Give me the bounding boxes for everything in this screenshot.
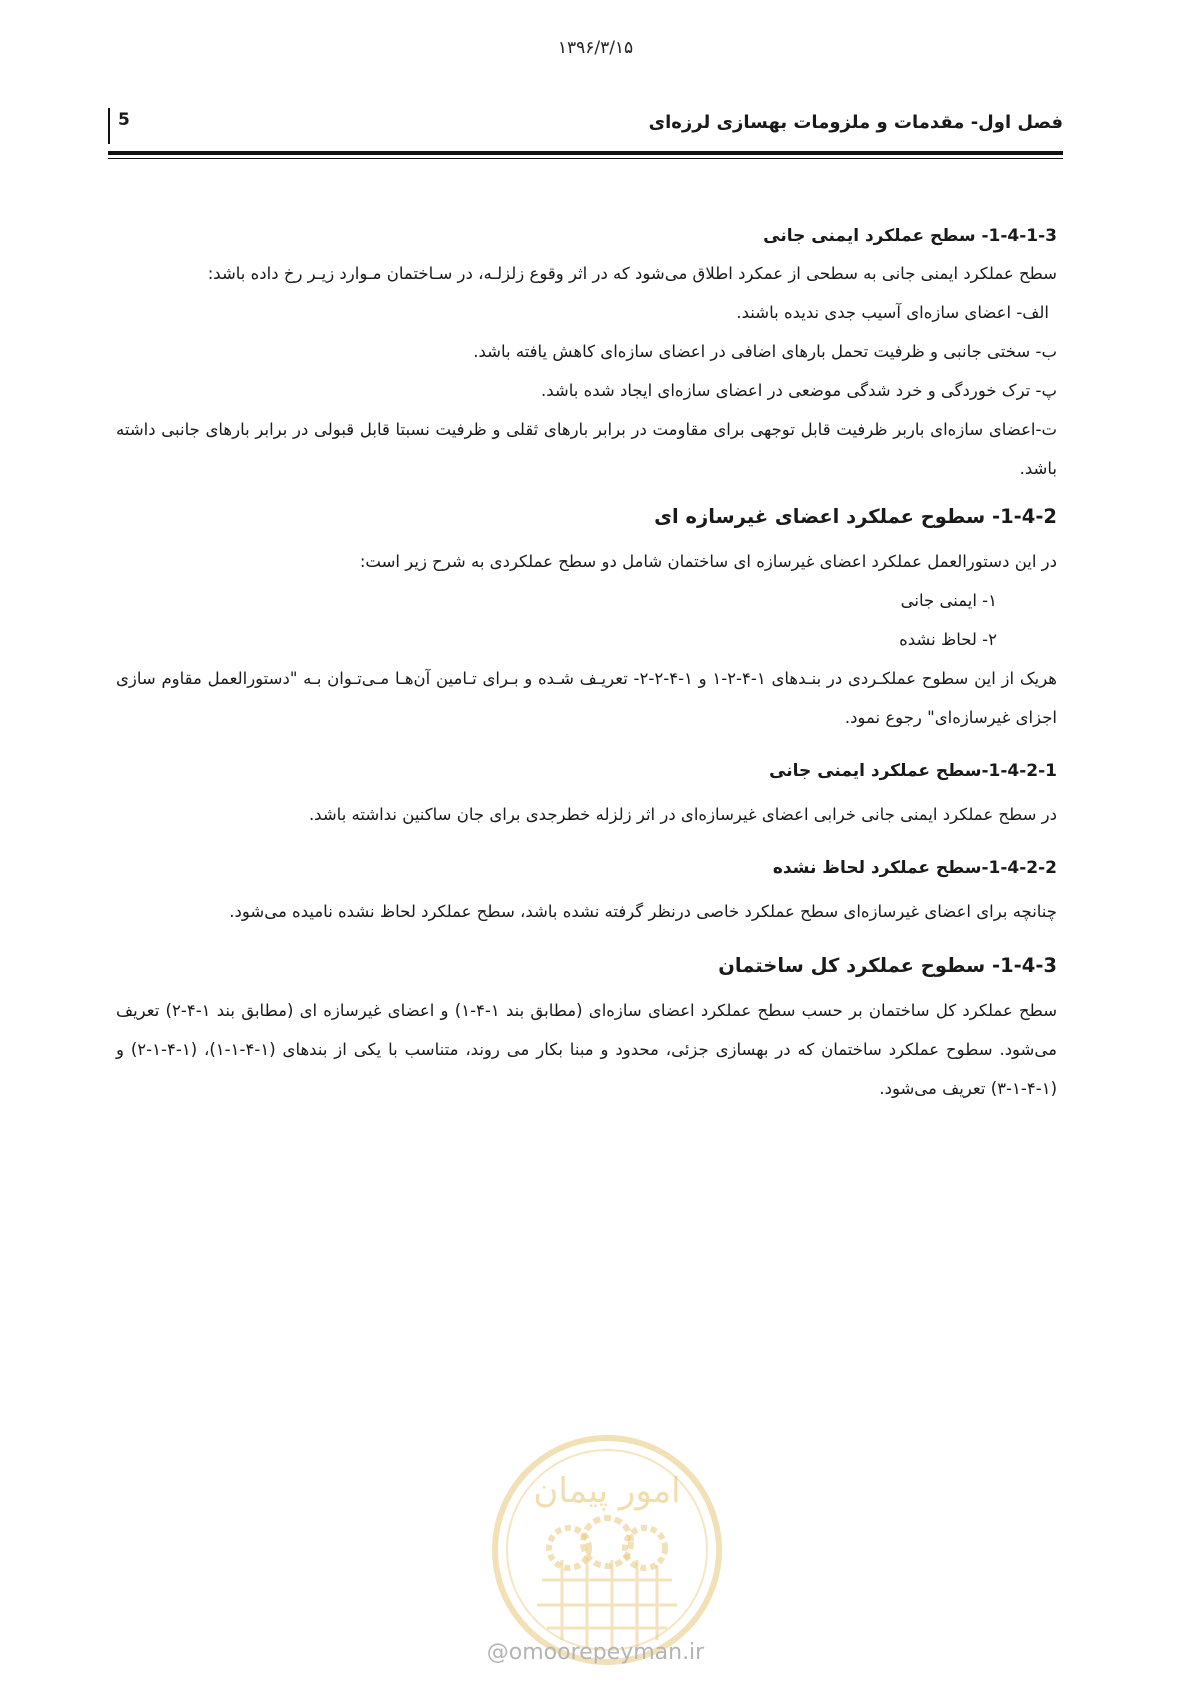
watermark-logo-text: امور پیمان <box>533 1471 681 1511</box>
paragraph-nonstructural-outro: هریک از این سطوح عملکـردی در بنـدهای ۱-۴-۲-۱ و ۱-۴-۲-۲- تعریـف شـده و بـرای تـامین آن‌هـا مـی‌تـوان بـه "دستورالعمل مقاوم سازی اجزای غیرسازه‌ای" رجوع نمود. <box>116 669 1057 727</box>
page-header <box>108 108 1063 154</box>
list-item: الف- اعضای سازه‌ای آسیب جدی ندیده باشند. <box>736 303 1049 322</box>
document-body <box>116 222 1057 1108</box>
paragraph-not-considered: چنانچه برای اعضای غیرسازه‌ای سطح عملکرد خاصی درنظر گرفته نشده باشد، سطح عملکرد لحاظ نشده نامیده می‌شود. <box>229 902 1057 921</box>
header-rule-thin <box>108 158 1063 159</box>
section-heading-not-considered: 1-4-2-2-سطح عملکرد لحاظ نشده <box>772 858 1057 878</box>
watermark-site: omoorepeyman.ir <box>508 1640 705 1665</box>
section-heading-building-performance: 1-4-3- سطوح عملکرد کل ساختمان <box>718 954 1057 977</box>
page-date: ۱۳۹۶/۳/۱۵ <box>557 38 634 58</box>
list-item: ۲- لحاظ نشده <box>899 630 997 649</box>
section-heading-nonstructural-life-safety: 1-4-2-1-سطح عملکرد ایمنی جانی <box>769 761 1057 781</box>
list-item: پ- ترک خوردگی و خرد شدگی موضعی در اعضای سازه‌ای ایجاد شده باشد. <box>541 381 1057 400</box>
watermark-logo-icon <box>487 1430 727 1670</box>
list-item: ب- سختی جانبی و ظرفیت تحمل بارهای اضافی در اعضای سازه‌ای کاهش یافته باشد. <box>473 342 1057 361</box>
chapter-title: فصل اول- مقدمات و ملزومات بهسازی لرزه‌ای <box>648 112 1063 133</box>
paragraph-nonstructural-life-safety: در سطح عملکرد ایمنی جانی خرابی اعضای غیرسازه‌ای در اثر زلزله خطرجدی برای جان ساکنین نداشته باشد. <box>308 805 1057 824</box>
section-heading-nonstructural-levels: 1-4-2- سطوح عملکرد اعضای غیرسازه ای <box>654 505 1057 528</box>
paragraph-nonstructural-intro: در این دستورالعمل عملکرد اعضای غیرسازه ای ساختمان شامل دو سطح عملکردی به شرح زیر است: <box>359 552 1057 571</box>
nonstructural-levels-list <box>116 581 1057 659</box>
list-item: ت-اعضای سازه‌ای باربر ظرفیت قابل توجهی برای مقاومت در برابر بارهای ثقلی و ظرفیت نسبتا قابل قبولی در برابر بارهای جانبی داشته باشد. <box>116 420 1057 478</box>
paragraph-life-safety-intro: سطح عملکرد ایمنی جانی به سطحی از عمکرد اطلاق می‌شود که در اثر وقوع زلزلـه، در سـاختمان مـوارد زیـر رخ داده باشد: <box>207 264 1057 283</box>
header-vertical-bar <box>108 108 110 144</box>
page-number: 5 <box>118 110 130 130</box>
header-rule-thick <box>108 151 1063 155</box>
at-icon: @ <box>486 1640 509 1665</box>
life-safety-list <box>116 293 1057 488</box>
paragraph-building-performance: سطح عملکرد کل ساختمان بر حسب سطح عملکرد اعضای سازه‌ای (مطابق بند ۱-۴-۱) و اعضای غیرسازه ای (مطابق بند ۱-۴-۲) تعریف می‌شود. سطوح عملکرد ساختمان که در بهسازی جزئی، محدود و مبنا بکار می روند، متناسب با یکی از بندهای (۱-۴-۱-۱)، (۱-۴-۱-۲) و (۱-۴-۱-۳) تعریف می‌شود. <box>116 1001 1058 1098</box>
list-item: ۱- ایمنی جانی <box>900 591 997 610</box>
section-heading-life-safety-structural: 1-4-1-3- سطح عملکرد ایمنی جانی <box>763 226 1057 246</box>
watermark-site-text <box>0 1640 1191 1665</box>
